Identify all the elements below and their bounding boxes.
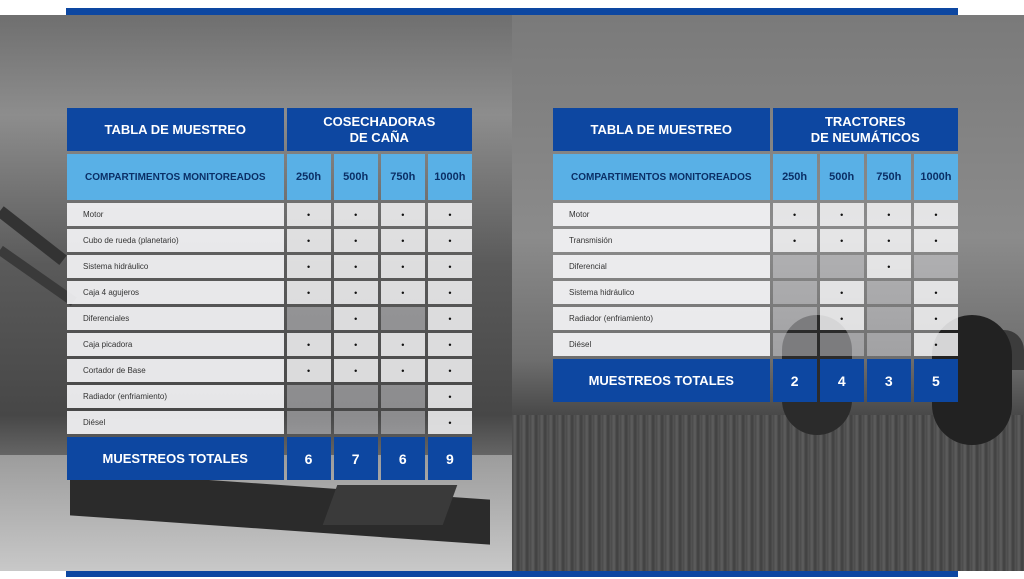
sample-mark: •	[867, 203, 911, 226]
sample-mark: •	[428, 229, 472, 252]
compartment-name: Sistema hidráulico	[67, 255, 284, 278]
sample-mark	[773, 307, 817, 330]
table-row	[553, 203, 958, 226]
sample-mark: •	[914, 229, 958, 252]
sample-mark: •	[867, 255, 911, 278]
total-value: 4	[820, 359, 864, 402]
compartment-name: Radiador (enfriamiento)	[67, 385, 284, 408]
sample-mark	[820, 255, 864, 278]
compartment-name: Radiador (enfriamiento)	[553, 307, 770, 330]
sample-mark: •	[381, 281, 425, 304]
sample-mark: •	[334, 359, 378, 382]
total-value: 7	[334, 437, 378, 480]
sample-mark	[867, 307, 911, 330]
sample-mark: •	[381, 359, 425, 382]
sample-mark: •	[334, 229, 378, 252]
sample-mark: •	[914, 333, 958, 356]
sample-mark	[287, 385, 331, 408]
sample-mark: •	[381, 255, 425, 278]
sample-mark: •	[773, 229, 817, 252]
bottom-accent-bar	[66, 571, 958, 577]
totals-label: MUESTREOS TOTALES	[553, 359, 770, 402]
sample-mark	[287, 411, 331, 434]
total-value: 2	[773, 359, 817, 402]
compartment-name: Caja picadora	[67, 333, 284, 356]
sample-mark	[773, 333, 817, 356]
compartment-name: Cubo de rueda (planetario)	[67, 229, 284, 252]
interval-header: 250h	[287, 154, 331, 200]
sample-mark	[381, 307, 425, 330]
total-value: 9	[428, 437, 472, 480]
table-row	[67, 255, 472, 278]
table-row	[67, 203, 472, 226]
totals-label: MUESTREOS TOTALES	[67, 437, 284, 480]
sample-mark: •	[428, 411, 472, 434]
sample-mark: •	[820, 307, 864, 330]
table-row	[553, 229, 958, 252]
sample-mark: •	[334, 307, 378, 330]
machine-header	[287, 108, 472, 151]
sample-mark	[867, 333, 911, 356]
total-value: 3	[867, 359, 911, 402]
sample-mark: •	[334, 203, 378, 226]
compartment-name: Caja 4 agujeros	[67, 281, 284, 304]
compartment-name: Cortador de Base	[67, 359, 284, 382]
sample-mark: •	[428, 333, 472, 356]
compartment-name: Diésel	[553, 333, 770, 356]
sample-mark: •	[287, 229, 331, 252]
sample-mark: •	[287, 333, 331, 356]
compartment-name: Motor	[67, 203, 284, 226]
sample-mark: •	[820, 281, 864, 304]
sample-mark: •	[287, 255, 331, 278]
interval-header: 1000h	[428, 154, 472, 200]
table-row	[67, 229, 472, 252]
sample-mark	[381, 411, 425, 434]
sample-mark	[867, 281, 911, 304]
total-value: 6	[287, 437, 331, 480]
table-row	[553, 307, 958, 330]
machine-header	[773, 108, 958, 151]
totals-row	[67, 437, 472, 480]
compartment-name: Diferenciales	[67, 307, 284, 330]
top-accent-bar	[66, 8, 958, 15]
sample-mark: •	[334, 333, 378, 356]
table-row	[67, 307, 472, 330]
table-row	[67, 385, 472, 408]
interval-header: 1000h	[914, 154, 958, 200]
sample-mark	[820, 333, 864, 356]
sample-mark: •	[914, 203, 958, 226]
sample-mark	[334, 411, 378, 434]
sampling-table-harvesters	[64, 105, 475, 483]
sample-mark: •	[867, 229, 911, 252]
sample-mark: •	[287, 359, 331, 382]
interval-header: 250h	[773, 154, 817, 200]
machine-line-1: COSECHADORAS	[323, 113, 436, 129]
interval-header: 500h	[820, 154, 864, 200]
sample-mark: •	[428, 385, 472, 408]
sample-mark	[287, 307, 331, 330]
interval-header: 500h	[334, 154, 378, 200]
total-value: 6	[381, 437, 425, 480]
sample-mark: •	[381, 229, 425, 252]
sample-mark: •	[334, 255, 378, 278]
sample-mark: •	[334, 281, 378, 304]
sample-mark: •	[773, 203, 817, 226]
table-row	[67, 333, 472, 356]
table-title: TABLA DE MUESTREO	[67, 108, 284, 151]
compartment-name: Motor	[553, 203, 770, 226]
machine-line-2: DE NEUMÁTICOS	[810, 129, 920, 145]
table-row	[553, 281, 958, 304]
sample-mark	[773, 281, 817, 304]
table-row	[553, 255, 958, 278]
compartment-name: Transmisión	[553, 229, 770, 252]
compartments-header: COMPARTIMENTOS MONITOREADOS	[67, 154, 284, 200]
interval-header: 750h	[867, 154, 911, 200]
sampling-table-tractors	[550, 105, 961, 405]
sample-mark: •	[428, 307, 472, 330]
table-row	[67, 281, 472, 304]
sample-mark: •	[820, 229, 864, 252]
sample-mark: •	[428, 255, 472, 278]
sample-mark: •	[914, 307, 958, 330]
machine-line-2: DE CAÑA	[349, 129, 409, 145]
sample-mark: •	[287, 203, 331, 226]
sample-mark	[773, 255, 817, 278]
sample-mark	[914, 255, 958, 278]
totals-row	[553, 359, 958, 402]
compartment-name: Sistema hidráulico	[553, 281, 770, 304]
sample-mark: •	[287, 281, 331, 304]
sample-mark	[381, 385, 425, 408]
sample-mark	[334, 385, 378, 408]
sample-mark: •	[820, 203, 864, 226]
sample-mark: •	[428, 203, 472, 226]
sample-mark: •	[914, 281, 958, 304]
sample-mark: •	[428, 281, 472, 304]
compartment-name: Diferencial	[553, 255, 770, 278]
table-row	[553, 333, 958, 356]
machine-line-1: TRACTORES	[824, 113, 906, 129]
sample-mark: •	[381, 203, 425, 226]
compartments-header: COMPARTIMENTOS MONITOREADOS	[553, 154, 770, 200]
compartment-name: Diésel	[67, 411, 284, 434]
interval-header: 750h	[381, 154, 425, 200]
total-value: 5	[914, 359, 958, 402]
table-row	[67, 411, 472, 434]
sample-mark: •	[428, 359, 472, 382]
sample-mark: •	[381, 333, 425, 356]
table-row	[67, 359, 472, 382]
table-title: TABLA DE MUESTREO	[553, 108, 770, 151]
